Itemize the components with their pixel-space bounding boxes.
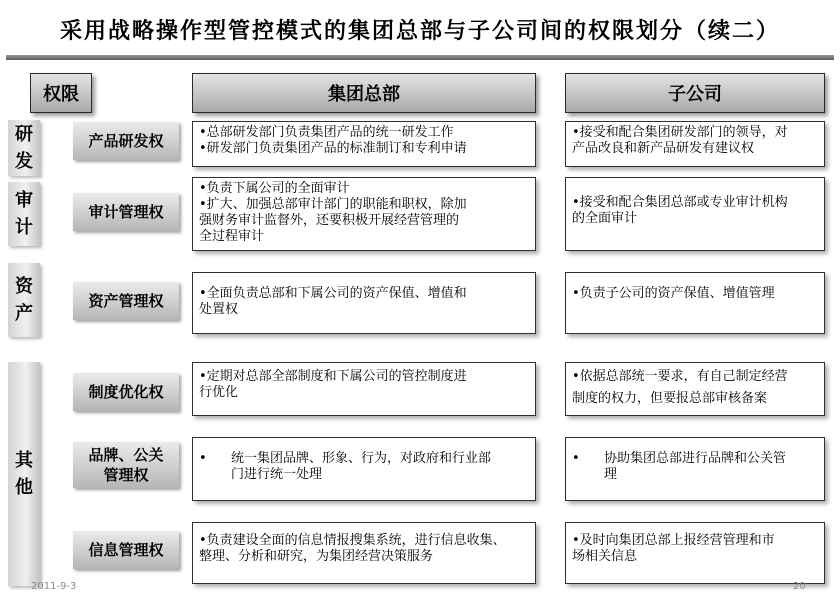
hq-text-line: •负责建设全面的信息情报搜集系统，进行信息收集、 [199, 533, 506, 548]
authority-label: 审计管理权 [88, 203, 164, 221]
sub-text-line: 理 [604, 467, 618, 482]
sub-text-line: •及时向集团总部上报经营管理和市 [572, 533, 775, 548]
hq-text-line [199, 451, 529, 467]
hq-text-line: 全过程审计 [199, 229, 265, 244]
hq-text-line: 整理、分析和研究，为集团经营决策服务 [199, 549, 434, 564]
category-char: 他 [15, 477, 33, 498]
hq-text: 统一集团品牌、形象、行为，对政府和行业部 [231, 451, 492, 466]
category-char: 计 [15, 217, 33, 238]
sub-text-line: 产品改良和新产品研发有建议权 [572, 141, 755, 156]
authority-label: 制度优化权 [88, 383, 164, 401]
sub-cell-policy [565, 362, 825, 416]
category-char: 产 [15, 303, 33, 324]
hq-text-line: •定期对总部全部制度和下属公司的管控制度进 [199, 369, 467, 384]
authority-label: 管理权 [103, 466, 149, 484]
category-char: 其 [15, 450, 33, 471]
hq-text-line: 强财务审计监督外，还要积极开展经营管理的 [199, 213, 460, 228]
authority-label: 产品研发权 [88, 132, 164, 150]
footer-date: 2011-9-3 [31, 581, 77, 592]
hq-cell-product-rnd [192, 121, 536, 167]
page-title: 采用战略操作型管控模式的集团总部与子公司间的权限划分（续二） [59, 18, 780, 44]
sub-text-line [572, 451, 818, 467]
sub-cell-brand [565, 437, 825, 501]
authority-policy-optimization [73, 373, 179, 411]
hq-cell-assets [192, 272, 536, 334]
hq-text-line: •全面负责总部和下属公司的资产保值、增值和 [199, 286, 467, 301]
page-number: 20 [793, 581, 806, 592]
category-rnd [8, 120, 40, 176]
hq-text-line: •总部研发部门负责集团产品的统一研发工作 [199, 125, 454, 140]
authority-information [73, 531, 179, 569]
category-char: 发 [15, 151, 33, 172]
authority-audit [73, 193, 179, 231]
bullet-icon: • [572, 451, 580, 466]
authority-product-rnd [73, 122, 179, 160]
hq-text-line: •扩大、加强总部审计部门的职能和职权，除加 [199, 197, 467, 212]
hq-text-line: 门进行统一处理 [231, 467, 323, 482]
sub-text-line: •接受和配合集团总部或专业审计机构 [572, 195, 788, 210]
category-assets [8, 263, 40, 337]
sub-cell-product-rnd [565, 121, 825, 167]
category-others [8, 362, 40, 586]
hq-cell-brand [192, 437, 536, 501]
category-audit [8, 182, 40, 246]
hq-cell-information [192, 522, 536, 584]
sub-cell-information [565, 522, 825, 584]
authority-assets [73, 282, 179, 320]
hq-text-line: •负责下属公司的全面审计 [199, 181, 350, 196]
sub-text-line: 制度的权力，但要报总部审核备案 [572, 391, 768, 406]
sub-text-line: •依据总部统一要求，有自己制定经营 [572, 369, 788, 384]
hq-text-line: 处置权 [199, 302, 239, 317]
header-authority: 权限 [30, 73, 92, 113]
authority-label: 信息管理权 [88, 541, 164, 559]
sub-text: 协助集团总部进行品牌和公关管 [604, 451, 787, 466]
hq-cell-audit [192, 177, 536, 251]
sub-text-line: 场相关信息 [572, 549, 638, 564]
header-sub: 子公司 [565, 73, 825, 113]
hq-cell-policy [192, 362, 536, 416]
header-hq: 集团总部 [192, 73, 536, 113]
sub-cell-assets [565, 272, 825, 334]
sub-text-line: •负责子公司的资产保值、增值管理 [572, 286, 775, 301]
sub-text-line: 的全面审计 [572, 211, 638, 226]
sub-text-line: •接受和配合集团研发部门的领导，对 [572, 125, 788, 140]
category-char: 审 [15, 190, 33, 211]
category-char: 研 [15, 124, 33, 145]
sub-cell-audit [565, 177, 825, 251]
authority-brand-pr [73, 442, 179, 488]
authority-label: 资产管理权 [88, 292, 164, 310]
bullet-icon: • [199, 451, 207, 466]
category-char: 资 [15, 276, 33, 297]
authority-label: 品牌、公关 [88, 446, 164, 464]
hq-text-line: •研发部门负责集团产品的标准制订和专利申请 [199, 141, 467, 156]
title-divider [6, 55, 834, 60]
hq-text-line: 行优化 [199, 385, 239, 400]
